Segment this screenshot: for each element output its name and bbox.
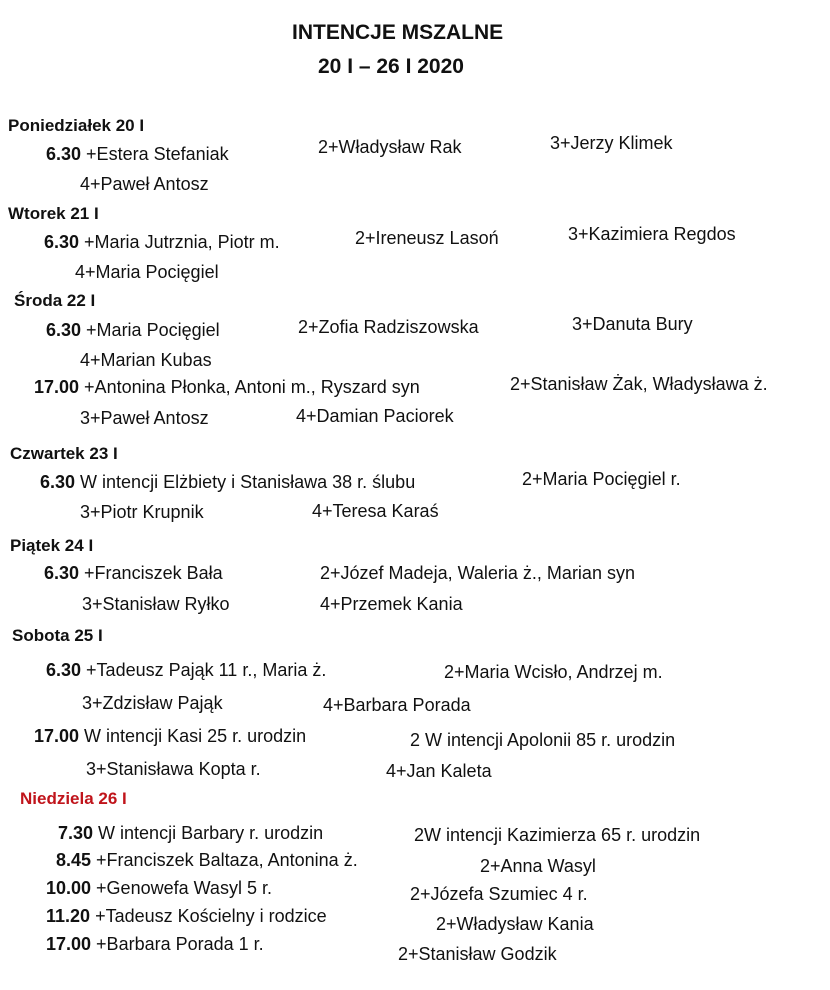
mass-intention: 2+Stanisław Żak, Władysława ż. [510,374,768,394]
mass-intention: 4+Jan Kaleta [386,761,492,781]
mass-time: 10.00 [46,878,92,898]
mass-intention: W intencji Barbary r. urodzin [93,823,324,843]
mass-line [34,727,306,745]
mass-intention: +Estera Stefaniak [81,144,229,164]
mass-intention: +Barbara Porada 1 r. [91,934,264,954]
mass-time: 17.00 [34,377,80,397]
day-heading-tuesday: Wtorek 21 I [8,204,99,223]
mass-intention: +Maria Pocięgiel [81,320,220,340]
mass-line [34,378,420,396]
day-heading-sunday: Niedziela 26 I [20,789,127,808]
mass-intention: 2+Ireneusz Lasoń [355,228,499,248]
mass-time: 6.30 [46,660,82,680]
mass-intention: 3+Danuta Bury [572,314,693,334]
mass-time: 6.30 [44,232,80,252]
mass-line [58,824,323,842]
mass-time: 11.20 [46,906,91,926]
date-range: 20 I – 26 I 2020 [318,55,464,78]
mass-intention: 3+Jerzy Klimek [550,133,673,153]
mass-intention: 4+Przemek Kania [320,594,463,614]
mass-time: 8.45 [56,850,92,870]
mass-intention: 2+Zofia Radziszowska [298,317,479,337]
mass-intention: 4+Barbara Porada [323,695,471,715]
mass-intention: W intencji Elżbiety i Stanisława 38 r. ślubu [75,472,416,492]
mass-intention: 3+Stanisława Kopta r. [86,759,261,779]
mass-line [46,879,272,897]
mass-intention: 4+Paweł Antosz [80,174,209,194]
mass-intention: 2+Władysław Rak [318,137,462,157]
mass-intention: 3+Kazimiera Regdos [568,224,736,244]
mass-intention: +Maria Jutrznia, Piotr m. [79,232,280,252]
day-heading-thursday: Czwartek 23 I [10,444,118,463]
mass-intention: +Antonina Płonka, Antoni m., Ryszard syn [79,377,420,397]
mass-intention: 4+Marian Kubas [80,350,212,370]
mass-intention: W intencji Kasi 25 r. urodzin [79,726,307,746]
mass-time: 17.00 [34,726,80,746]
mass-line [44,233,280,251]
mass-time: 17.00 [46,934,92,954]
mass-line [40,473,415,491]
mass-intention: 3+Zdzisław Pająk [82,693,223,713]
mass-intention: 4+Maria Pocięgiel [75,262,219,282]
mass-line [46,907,327,925]
mass-time: 6.30 [44,563,80,583]
mass-intention: 4+Teresa Karaś [312,501,439,521]
mass-intention: 3+Piotr Krupnik [80,502,204,522]
mass-intention: 2+Maria Wcisło, Andrzej m. [444,662,663,682]
mass-line [46,661,326,679]
day-heading-wednesday: Środa 22 I [14,291,96,310]
day-heading-friday: Piątek 24 I [10,536,94,555]
mass-time: 6.30 [40,472,76,492]
mass-intention: +Franciszek Bała [79,563,223,583]
mass-line [46,145,229,163]
mass-intention: 2+Maria Pocięgiel r. [522,469,681,489]
mass-intention: 2W intencji Kazimierza 65 r. urodzin [414,825,701,845]
mass-line [44,564,223,582]
mass-intention: 2 W intencji Apolonii 85 r. urodzin [410,730,676,750]
mass-time: 6.30 [46,144,82,164]
day-heading-saturday: Sobota 25 I [12,626,103,645]
day-heading-monday: Poniedziałek 20 I [8,116,145,135]
mass-line [46,935,264,953]
mass-intention: 2+Anna Wasyl [480,856,596,876]
mass-intention: 2+Stanisław Godzik [398,944,557,964]
mass-time: 7.30 [58,823,94,843]
mass-intention: 2+Władysław Kania [436,914,594,934]
mass-intention: 3+Paweł Antosz [80,408,209,428]
mass-line [46,321,220,339]
mass-intention: 2+Józef Madeja, Waleria ż., Marian syn [320,563,635,583]
mass-intention: 2+Józefa Szumiec 4 r. [410,884,588,904]
page-title: INTENCJE MSZALNE [292,21,504,44]
mass-line [56,851,358,869]
mass-intention: +Tadeusz Pająk 11 r., Maria ż. [81,660,327,680]
mass-intention: 4+Damian Paciorek [296,406,454,426]
mass-time: 6.30 [46,320,82,340]
mass-intention: +Franciszek Baltaza, Antonina ż. [91,850,358,870]
mass-intention: +Genowefa Wasyl 5 r. [91,878,272,898]
mass-intention: 3+Stanisław Ryłko [82,594,230,614]
mass-intention: +Tadeusz Kościelny i rodzice [90,906,327,926]
